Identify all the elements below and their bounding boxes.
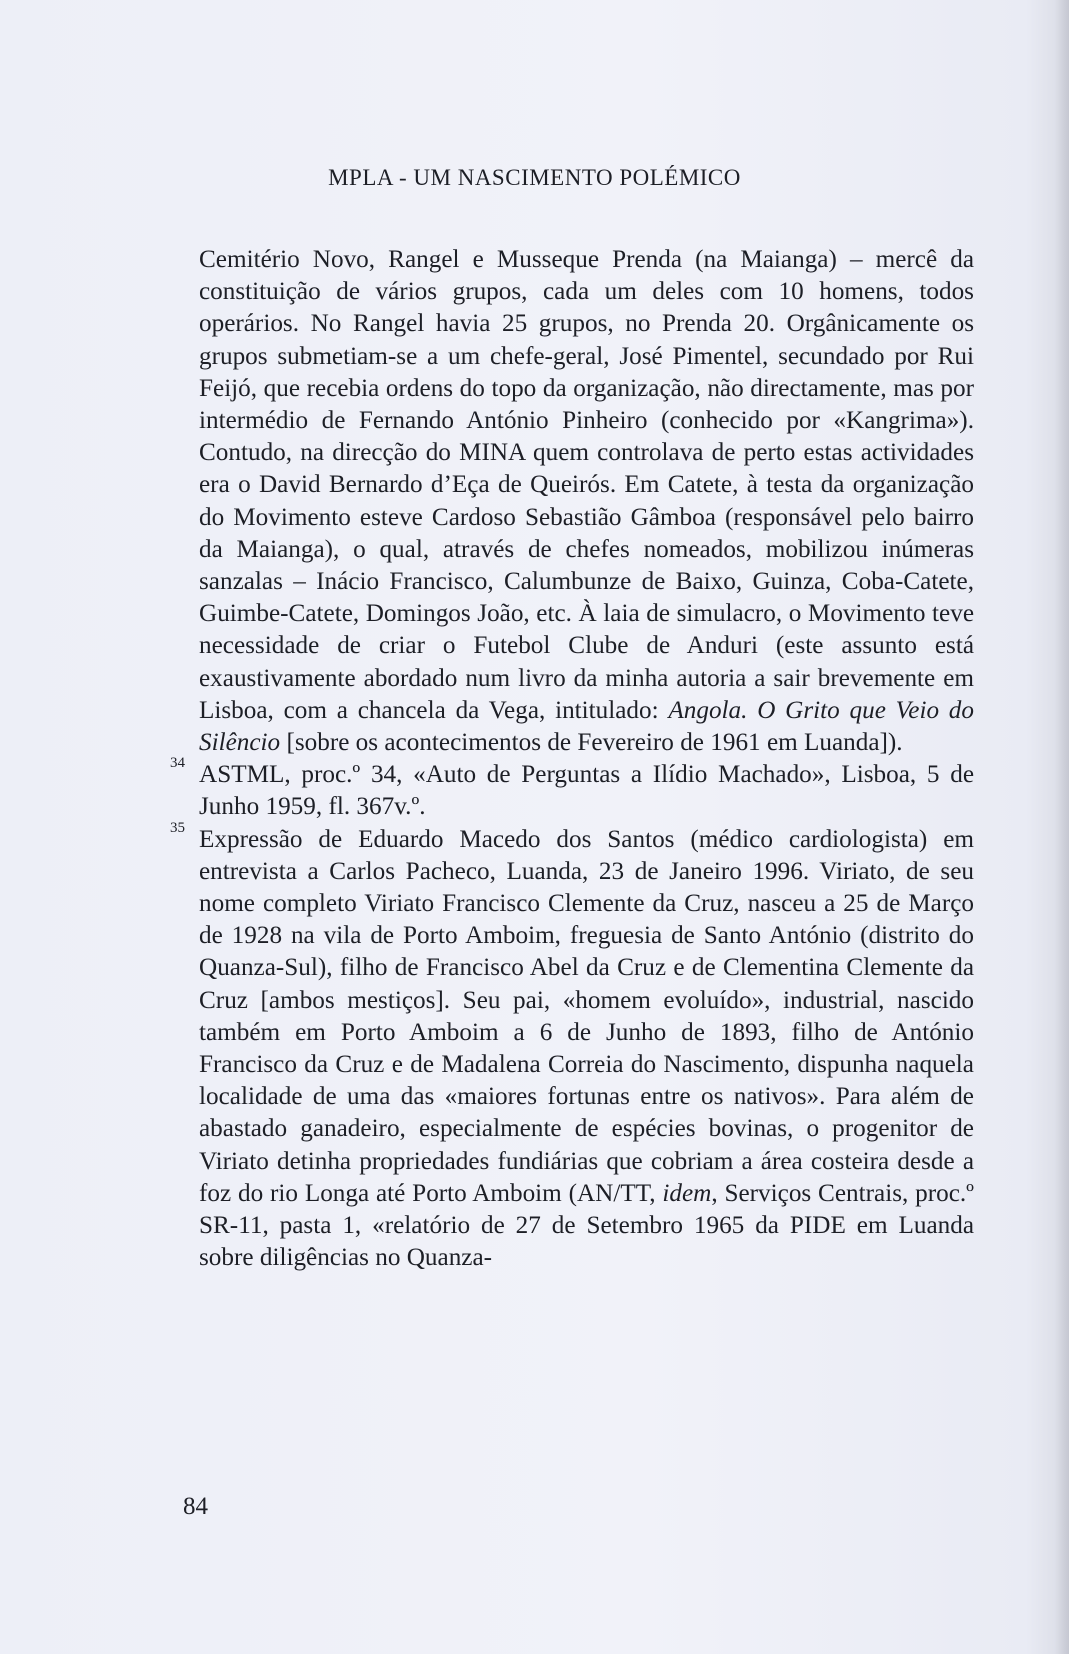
page-number: 84: [183, 1493, 208, 1520]
footnote-text-block: [170, 244, 974, 1275]
footnote-35-italic: idem: [662, 1179, 712, 1207]
footnote-number-35: 35: [170, 819, 185, 836]
footnote-continuation: [199, 244, 974, 759]
continuation-text-2: [sobre os acontecimentos de Fevereiro de 1961 em Luanda]).: [280, 729, 903, 757]
footnote-35: [170, 819, 974, 1275]
footnote-34: [170, 755, 974, 823]
footnote-35-text-2: , Serviços Centrais, proc.º SR-11, pasta 1, «relatório de 27 de Setembro 1965 da PIDE em Luanda sobre diligências no Quanza-: [199, 1179, 974, 1272]
footnote-34-text: ASTML, proc.º 34, «Auto de Perguntas a Ilídio Machado», Lisboa, 5 de Junho 1959, fl. 367v.º.: [199, 761, 974, 821]
book-title-italic: Angola. O Grito que Veio do Silêncio: [199, 696, 974, 757]
footnote-35-text-1: Expressão de Eduardo Macedo dos Santos (médico cardiologista) em entrevista a Carlos Pacheco, Luanda, 23 de Janeiro 1996. Viriato, de seu nome completo Viriato Francisco Clemente da Cruz, nasceu a 25 de Março de 1928 na vila de Porto Amboim, freguesia de Santo António (distrito do Quanza-Sul), filho de Francisco Abel da Cruz e de Clementina Clemente da Cruz [ambos mestiços]. Seu pai, «homem evoluído», industrial, nascido também em Porto Amboim a 6 de Junho de 1893, filho de António Francisco da Cruz e de Madalena Correia do Nascimento, dispunha naquela localidade de uma das «maiores fortunas entre os nativos». Para além de abastado ganadeiro, especialmente de espécies bovinas, o progenitor de Viriato detinha propriedades fundiárias que cobriam a área costeira desde a foz do rio Longa até Porto Amboim (AN/TT,: [199, 825, 974, 1207]
running-head: MPLA - UM NASCIMENTO POLÉMICO: [328, 165, 741, 190]
continuation-text-1: Cemitério Novo, Rangel e Musseque Prenda (na Maianga) – mercê da constituição de vários grupos, cada um deles com 10 homens, todos operários. No Rangel havia 25 grupos, no Prenda 20. Orgânicamente os grupos submetiam-se a um chefe-geral, José Pimentel, secundado por Rui Feijó, que recebia ordens do topo da organização, não directamente, mas por intermédio de Fernando António Pinheiro (conhecido por «Kangrima»). Contudo, na direcção do MINA quem controlava de perto estas actividades era o David Bernardo d’Eça de Queirós. Em Catete, à testa da organização do Movimento esteve Cardoso Sebastião Gâmboa (responsável pelo bairro da Maianga), o qual, através de chefes nomeados, mobilizou inúmeras sanzalas – Inácio Francisco, Calumbunze de Baixo, Guinza, Coba-Catete, Guimbe-Catete, Domingos João, etc. À laia de simulacro, o Movimento teve necessidade de criar o Futebol Clube de Anduri (este assunto está exaustivamente abordado num livro da minha autoria a sair brevemente em Lisboa, com a chancela da Vega, intitulado:: [199, 246, 974, 724]
footnote-number-34: 34: [170, 755, 185, 772]
page-edge-shadow: [1055, 0, 1069, 1654]
